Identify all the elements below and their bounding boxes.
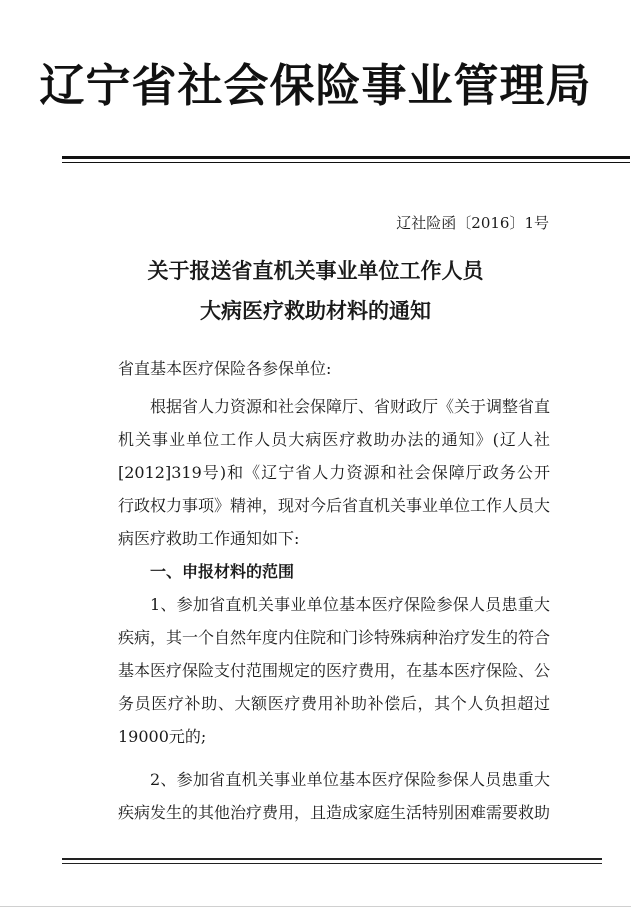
paragraph-1-line: 行政权力事项》精神，现对今后省直机关事业单位工作人员大 [118,496,551,515]
paragraph-gap [118,753,550,763]
paragraph-1-line: 机关事业单位工作人员大病医疗救助办法的通知》(辽人社 [118,430,550,449]
item-1-line: 1、参加省直机关事业单位基本医疗保险参保人员患重大 [150,595,550,614]
item-1-line: 务员医疗补助、大额医疗费用补助补偿后，其个人负担超过 [118,694,550,713]
letterhead-agency-name: 辽宁省社会保险事业管理局 [39,59,592,112]
item-1-line: 疾病，其一个自然年度内住院和门诊特殊病种治疗发生的符合 [118,628,551,647]
footer-rule-thin [62,863,602,864]
document-title-line-2: 大病医疗救助材料的通知 [200,299,431,323]
item-2-line: 疾病发生的其他治疗费用，且造成家庭生活特别困难需要救助 [118,803,551,822]
scan-edge-line [0,906,631,907]
item-1-line: 19000元的; [118,727,207,746]
salutation: 省直基本医疗保险各参保单位: [118,359,332,378]
paragraph-1-line: 根据省人力资源和社会保障厅、省财政厅《关于调整省直 [150,397,551,416]
document-number: 辽社险函〔2016〕1号 [396,214,549,232]
item-1-line: 基本医疗保险支付范围规定的医疗费用，在基本医疗保险、公 [118,661,551,680]
paragraph-1-line: 病医疗救助工作通知如下: [118,529,300,548]
footer-rule-thick [62,858,602,860]
letterhead-rule-thin [62,162,630,163]
document-title-line-1: 关于报送省直机关事业单位工作人员 [147,259,484,283]
letterhead-rule-thick [62,156,630,159]
item-2-line: 2、参加省直机关事业单位基本医疗保险参保人员患重大 [150,770,550,789]
section-1-heading: 一、申报材料的范围 [150,562,295,581]
paragraph-1-line: [2012]319号)和《辽宁省人力资源和社会保障厅政务公开 [118,463,550,482]
document-body [118,390,550,829]
